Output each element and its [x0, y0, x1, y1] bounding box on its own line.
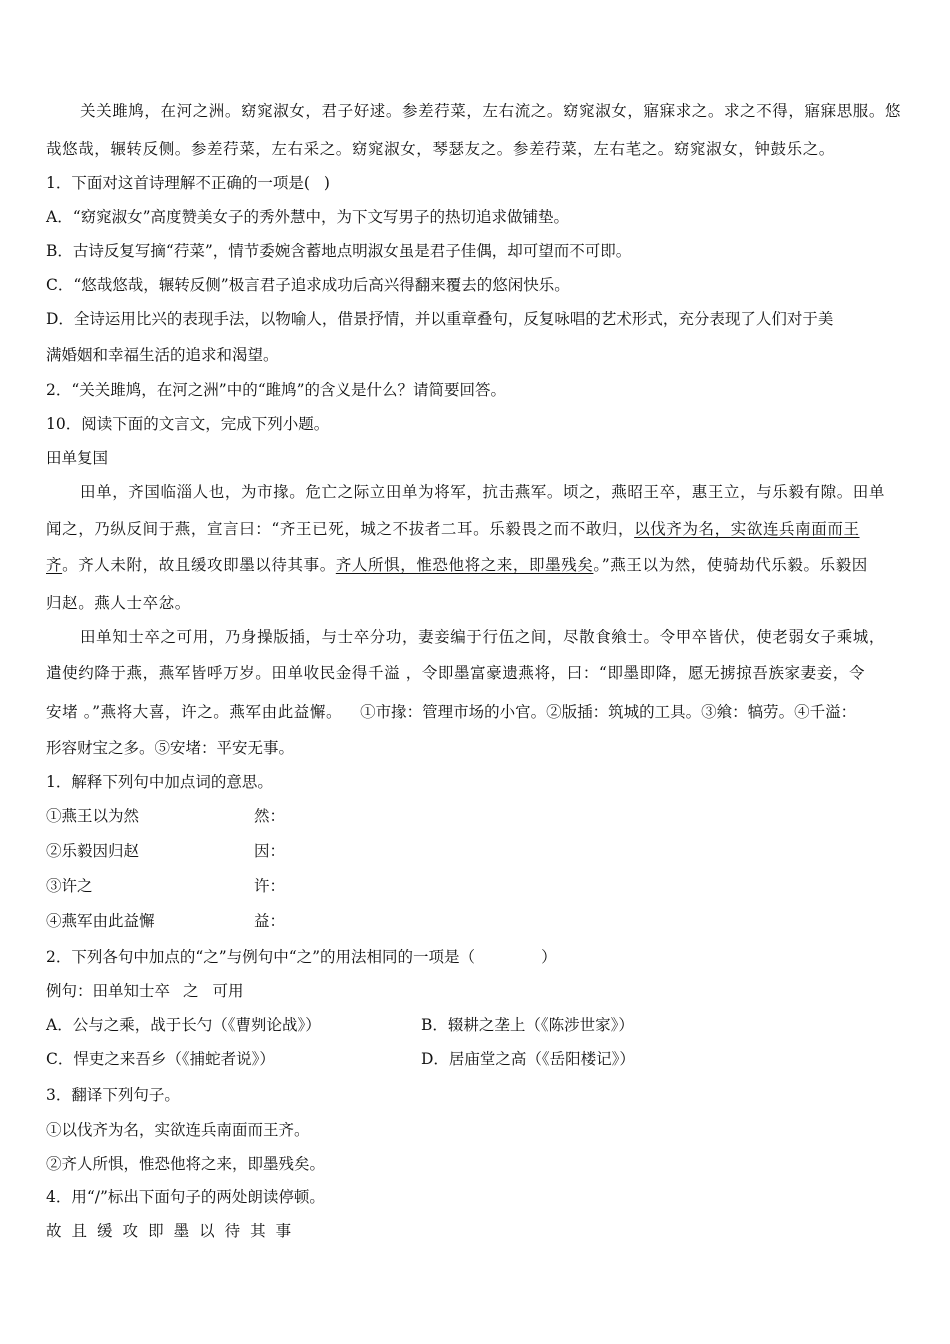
- s2-options-row-1: [46, 1014, 908, 1036]
- passage-p1-line-2: [46, 518, 908, 540]
- s1-item-1-word: 然：: [254, 807, 286, 825]
- underlined-sentence-1-part-2: 齐: [46, 556, 63, 574]
- passage-p2-line-1: 田单知士卒之可用，乃身操版插，与士卒分功，妻妾编于行伍之间，尽散食飨士。令甲卒皆伏，使老弱女子乘城，: [80, 628, 886, 646]
- s4-char: 缓: [97, 1222, 123, 1240]
- s2-example-end: 可用: [212, 982, 244, 1000]
- s2-stem-close: ）: [541, 948, 557, 966]
- q1-option-b: B．古诗反复写摘“荇菜”，情节委婉含蓄地点明淑女虽是君子佳偶，却可望而不可即。: [46, 242, 632, 260]
- passage-p2-line-3: [46, 701, 908, 723]
- s1-item-3: [46, 875, 908, 897]
- q1-option-a: A．“窈窕淑女”高度赞美女子的秀外慧中，为下文写男子的热切追求做铺垫。: [46, 208, 570, 226]
- passage-p2-line-2: 遣使约降于燕，燕军皆呼万岁。田单收民金得千溢 ，令即墨富豪遗燕将，曰：“即墨即降，愿无掳掠吾族家妻妾，令: [46, 664, 866, 682]
- footnotes: ①市掾：管理市场的小官。②版插：筑城的工具。③飨：犒劳。④千溢：: [360, 703, 857, 721]
- s2-option-c: C．悍吏之来吾乡（《捕蛇者说》）: [46, 1050, 275, 1068]
- s1-item-4: [46, 910, 908, 932]
- s4-stem: 4．用“/”标出下面句子的两处朗读停顿。: [46, 1188, 325, 1206]
- passage-p2-line-3-text: 安堵 。”燕将大喜，许之。燕军由此益懈。: [46, 703, 343, 721]
- s2-example: [46, 980, 908, 1002]
- s2-options-row-2: [46, 1048, 908, 1070]
- passage-p1-line-3-text: 。齐人未附，故且缓攻即墨以待其事。: [62, 556, 336, 574]
- s3-item-2: ②齐人所惧，惟恐他将之来，即墨残矣。: [46, 1155, 326, 1173]
- s2-example-text: 例句：田单知士卒: [46, 982, 171, 1000]
- s2-stem-text: 2．下列各句中加点的“之”与例句中“之”的用法相同的一项是（: [46, 948, 476, 966]
- passage-p1-line-4: 归赵。燕人士卒忿。: [46, 594, 191, 612]
- q1-option-c: C．“悠哉悠哉，辗转反侧”极言君子追求成功后高兴得翻来覆去的悠闲快乐。: [46, 276, 570, 294]
- s1-item-1-sentence: ①燕王以为然: [46, 807, 140, 825]
- poem-line-1: 关关雎鸠，在河之洲。窈窕淑女，君子好逑。参差荇菜，左右流之。窈窕淑女，寤寐求之。求之不得，寤寐思服。悠: [80, 102, 902, 120]
- s4-char: 待: [224, 1222, 251, 1240]
- s3-stem: 3．翻译下列句子。: [46, 1086, 180, 1104]
- s1-item-4-sentence: ④燕军由此益懈: [46, 912, 155, 930]
- s3-item-1: ①以伐齐为名，实欲连兵南面而王齐。: [46, 1121, 310, 1139]
- s4-sentence: [46, 1220, 908, 1242]
- passage-title: 田单复国: [46, 449, 109, 467]
- poem-line-2: 哉悠哉，辗转反侧。参差荇菜，左右采之。窈窕淑女，琴瑟友之。参差荇菜，左右芼之。窈窕淑女，钟鼓乐之。: [46, 140, 835, 158]
- s2-stem: [46, 946, 908, 968]
- s2-option-a: A．公与之乘，战于长勺（《曹刿论战》）: [46, 1016, 321, 1034]
- footnotes-end: 形容财宝之多。⑤安堵：平安无事。: [46, 739, 295, 757]
- q10-intro: 10．阅读下面的文言文，完成下列小题。: [46, 415, 330, 433]
- passage-p1-line-3-end: 。”燕王以为然，使骑劫代乐毅。乐毅因: [593, 556, 868, 574]
- s4-char: 且: [71, 1222, 98, 1240]
- s1-item-2-word: 因：: [254, 842, 286, 860]
- s4-char: 即: [148, 1222, 174, 1240]
- s1-item-2-sentence: ②乐毅因归赵: [46, 842, 140, 860]
- s1-item-3-sentence: ③许之: [46, 877, 93, 895]
- s4-char: 故: [46, 1222, 72, 1240]
- underlined-sentence-1-part-1: 以伐齐为名，实欲连兵南面而王: [634, 520, 860, 538]
- s1-item-3-word: 许：: [254, 877, 286, 895]
- q1-stem: [46, 172, 908, 194]
- s4-char: 攻: [122, 1222, 149, 1240]
- s4-char: 事: [275, 1222, 302, 1240]
- s4-char: 其: [250, 1222, 276, 1240]
- s4-char: 墨: [173, 1222, 200, 1240]
- passage-p1-line-3: [46, 554, 908, 576]
- q1-stem-close: ): [323, 174, 330, 192]
- s2-option-b: B．辍耕之垄上（《陈涉世家》）: [421, 1016, 634, 1034]
- underlined-sentence-2: 齐人所惧，惟恐他将之来，即墨残矣: [335, 556, 594, 574]
- s2-example-word: 之: [182, 982, 199, 1000]
- s1-stem: 1．解释下列句中加点词的意思。: [46, 773, 273, 791]
- q1-stem-text: 1．下面对这首诗理解不正确的一项是(: [46, 174, 310, 192]
- s2-option-d: D．居庙堂之高（《岳阳楼记》）: [421, 1050, 635, 1068]
- s1-item-1: [46, 805, 908, 827]
- s4-char: 以: [199, 1222, 225, 1240]
- passage-p1-line-2-text: 闻之，乃纵反间于燕，宣言曰：“齐王已死，城之不拔者二耳。乐毅畏之而不敢归，: [46, 520, 635, 538]
- q2-question: 2．“关关雎鸠，在河之洲”中的“雎鸠”的含义是什么？请简要回答。: [46, 381, 507, 399]
- q1-option-d-line-1: D．全诗运用比兴的表现手法，以物喻人，借景抒情，并以重章叠句，反复咏唱的艺术形式，充分表现了人们对于美: [46, 310, 834, 328]
- passage-p1-line-1: 田单，齐国临淄人也，为市掾。危亡之际立田单为将军，抗击燕军。顷之，燕昭王卒，惠王立，与乐毅有隙。田单: [80, 483, 886, 501]
- s1-item-2: [46, 840, 908, 862]
- s1-item-4-word: 益：: [254, 912, 286, 930]
- q1-option-d-line-2: 满婚姻和幸福生活的追求和渴望。: [46, 346, 279, 364]
